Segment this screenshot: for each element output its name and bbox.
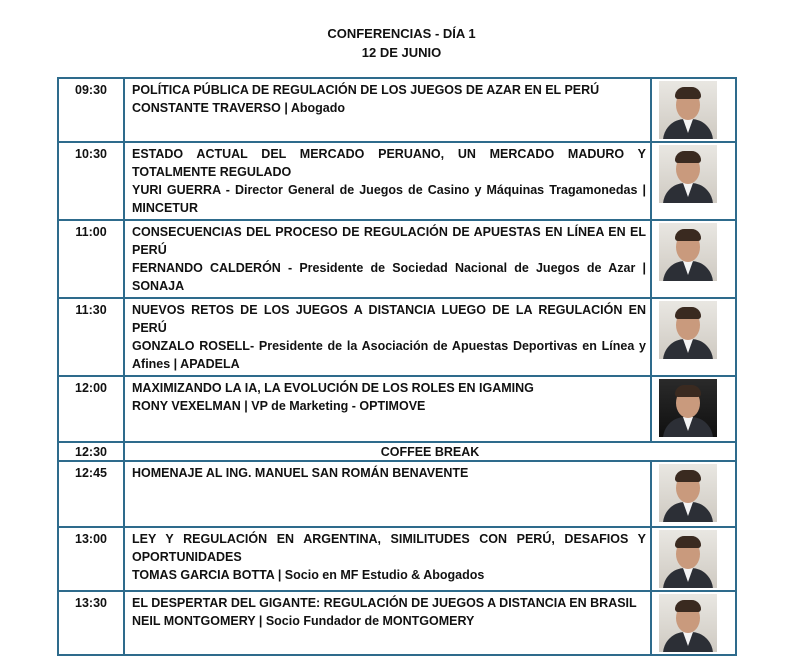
- page-date: 12 DE JUNIO: [361, 45, 442, 60]
- session-speaker: YURI GUERRA - Director General de Juegos de Casino y Máquinas Tragamonedas | MINCETUR: [132, 183, 646, 215]
- speaker-photo-icon: [659, 223, 717, 281]
- schedule-row: [58, 220, 736, 298]
- session-content: [124, 376, 651, 442]
- session-content: [124, 298, 651, 376]
- schedule-row: [58, 142, 736, 220]
- session-time: 10:30: [58, 142, 124, 220]
- session-time: 12:45: [58, 461, 124, 527]
- speaker-photo-cell: [651, 461, 736, 527]
- session-time: 12:00: [58, 376, 124, 442]
- speaker-photo-cell: [651, 376, 736, 442]
- session-speaker: TOMAS GARCIA BOTTA | Socio en MF Estudio & Abogados: [132, 568, 485, 582]
- session-speaker: GONZALO ROSELL- Presidente de la Asociación de Apuestas Deportivas en Línea y Afines | APADELA: [132, 339, 646, 371]
- session-title: ESTADO ACTUAL DEL MERCADO PERUANO, UN MERCADO MADURO Y TOTALMENTE REGULADO: [132, 147, 646, 179]
- session-content: [124, 78, 651, 142]
- speaker-photo-cell: [651, 298, 736, 376]
- speaker-photo-icon: [659, 530, 717, 588]
- page-header: [0, 24, 803, 62]
- session-time: 09:30: [58, 78, 124, 142]
- session-time: 13:00: [58, 527, 124, 591]
- session-content: [124, 461, 651, 527]
- speaker-photo-cell: [651, 142, 736, 220]
- schedule-row: [58, 442, 736, 461]
- session-time: 11:00: [58, 220, 124, 298]
- session-content: [124, 220, 651, 298]
- speaker-photo-icon: [659, 464, 717, 522]
- session-title: POLÍTICA PÚBLICA DE REGULACIÓN DE LOS JUEGOS DE AZAR EN EL PERÚ: [132, 83, 600, 97]
- speaker-photo-icon: [659, 379, 717, 437]
- session-time: 11:30: [58, 298, 124, 376]
- speaker-photo-icon: [659, 301, 717, 359]
- coffee-break-label: COFFEE BREAK: [124, 442, 736, 461]
- session-title: MAXIMIZANDO LA IA, LA EVOLUCIÓN DE LOS ROLES EN IGAMING: [132, 381, 534, 395]
- schedule-row: [58, 78, 736, 142]
- session-content: [124, 591, 651, 655]
- session-time: 13:30: [58, 591, 124, 655]
- session-title: NUEVOS RETOS DE LOS JUEGOS A DISTANCIA LUEGO DE LA REGULACIÓN EN PERÚ: [132, 303, 646, 335]
- schedule-table: [57, 77, 737, 656]
- schedule-row: [58, 461, 736, 527]
- speaker-photo-cell: [651, 527, 736, 591]
- speaker-photo-icon: [659, 81, 717, 139]
- session-content: [124, 527, 651, 591]
- session-speaker: CONSTANTE TRAVERSO | Abogado: [132, 101, 345, 115]
- schedule-row: [58, 298, 736, 376]
- session-speaker: FERNANDO CALDERÓN - Presidente de Sociedad Nacional de Juegos de Azar | SONAJA: [132, 261, 646, 293]
- speaker-photo-icon: [659, 145, 717, 203]
- speaker-photo-cell: [651, 220, 736, 298]
- schedule-row: [58, 591, 736, 655]
- session-time: 12:30: [58, 442, 124, 461]
- page-title: CONFERENCIAS - DÍA 1: [327, 26, 476, 41]
- session-speaker: RONY VEXELMAN | VP de Marketing - OPTIMOVE: [132, 399, 426, 413]
- session-title: LEY Y REGULACIÓN EN ARGENTINA, SIMILITUDES CON PERÚ, DESAFIOS Y OPORTUNIDADES: [132, 532, 646, 564]
- speaker-photo-icon: [659, 594, 717, 652]
- session-title: CONSECUENCIAS DEL PROCESO DE REGULACIÓN DE APUESTAS EN LÍNEA EN EL PERÚ: [132, 225, 646, 257]
- session-speaker: NEIL MONTGOMERY | Socio Fundador de MONTGOMERY: [132, 614, 475, 628]
- speaker-photo-cell: [651, 78, 736, 142]
- session-content: [124, 142, 651, 220]
- session-title: EL DESPERTAR DEL GIGANTE: REGULACIÓN DE JUEGOS A DISTANCIA EN BRASIL: [132, 596, 637, 610]
- schedule-row: [58, 376, 736, 442]
- schedule-row: [58, 527, 736, 591]
- speaker-photo-cell: [651, 591, 736, 655]
- session-title: HOMENAJE AL ING. MANUEL SAN ROMÁN BENAVENTE: [132, 466, 469, 480]
